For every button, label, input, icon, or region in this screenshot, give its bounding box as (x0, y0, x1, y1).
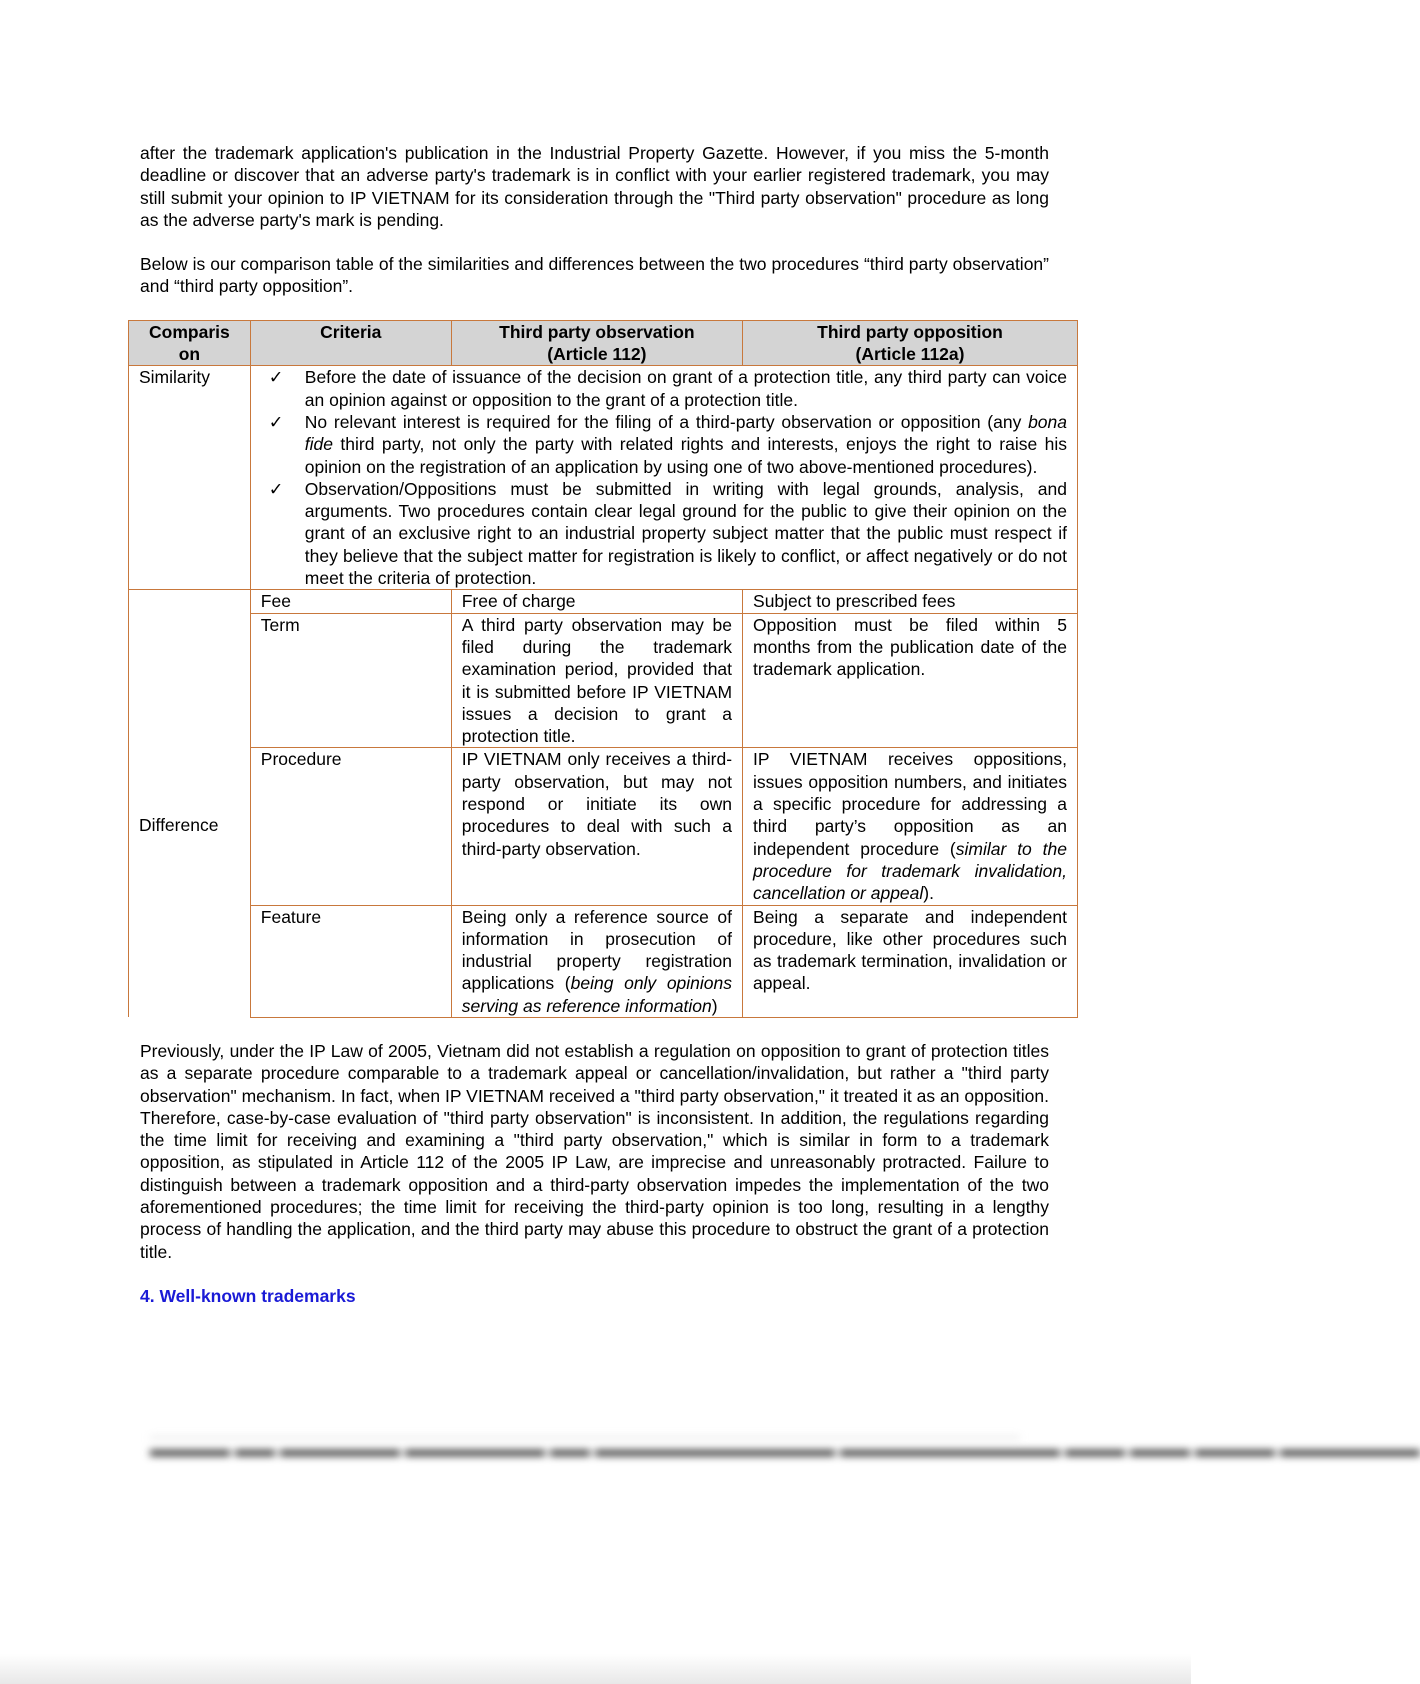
check-mark-icon: ✓ (268, 478, 284, 499)
term-observation: A third party observation may be filed during the trademark examination period, provided that it is submitted before IP VIETNAM issues a decision to grant a protection title. (451, 613, 742, 748)
blurred-preview-strip: ▬▬▬▬ ▬▬ ▬▬▬▬▬▬ ▬▬▬▬▬▬▬ ▬▬ ▬▬▬▬▬▬▬▬▬▬▬▬ ▬▬▬▬▬▬▬▬▬▬▬ ▬▬▬ ▬▬▬ ▬▬▬▬ ▬▬▬▬▬▬▬ (150, 1436, 1020, 1489)
check-mark-icon: ✓ (268, 411, 284, 432)
fee-opposition: Subject to prescribed fees (743, 590, 1078, 613)
header-comparison: Comparis on (129, 320, 251, 366)
procedure-opposition-end: ). (923, 883, 934, 904)
table-header-row (129, 320, 1078, 366)
similarity-item-italic: bona fide (304, 411, 1067, 455)
header-opposition-title: Third party opposition (817, 321, 1003, 342)
similarity-row (129, 366, 1078, 590)
feature-observation-text: Being only a reference source of information in prosecution of industrial property registration applications ( (461, 906, 733, 994)
feature-observation-italic: being only opinions serving as reference information (461, 973, 733, 1016)
criteria-feature: Feature (250, 905, 451, 1017)
procedure-opposition (743, 748, 1078, 905)
procedure-opposition-text: IP VIETNAM receives oppositions, issues opposition numbers, and initiates a specific procedure for addressing a third party’s opposition as an independent procedure ( (753, 749, 1067, 859)
similarity-item-text: Observation/Oppositions must be submitted in writing with legal grounds, analysis, and arguments. Two procedures contain clear legal ground for the public to give their opinion on the grant of an exclusive right to an industrial property subject matter that the public must respect if they believe that the subject matter for registration is likely to conflict, or affect negatively or do not meet the criteria of protection. (304, 478, 1067, 589)
document-page (139, 142, 1067, 1307)
comparison-table (128, 320, 1078, 1018)
header-observation-article: (Article 112) (547, 344, 647, 365)
similarity-content (250, 366, 1077, 590)
header-opposition-article: (Article 112a) (855, 344, 965, 365)
header-observation (451, 320, 742, 366)
header-observation-title: Third party observation (499, 321, 695, 342)
procedure-opposition-italic: similar to the procedure for trademark invalidation, cancellation or appeal (753, 838, 1067, 904)
similarity-item-text: Before the date of issuance of the decision on grant of a protection title, any third party can voice an opinion against or opposition to the grant of a protection title. (304, 367, 1067, 410)
feature-observation (451, 905, 742, 1017)
intro-paragraph: after the trademark application's publication in the Industrial Property Gazette. However, if you miss the 5-month deadline or discover that an adverse party's trademark is in conflict with your earlier registered trademark, you may still submit your opinion to IP VIETNAM for its consideration through the "Third party observation" procedure as long as the adverse party's mark is pending. (140, 143, 1049, 230)
fee-observation: Free of charge (451, 590, 742, 613)
table-intro-paragraph: Below is our comparison table of the similarities and differences between the two procedures “third party observation” and “third party opposition”. (140, 254, 1049, 297)
similarity-list (261, 366, 1067, 589)
feature-observation-end: ) (711, 995, 718, 1016)
similarity-label: Similarity (129, 366, 251, 590)
list-item (261, 366, 1067, 411)
list-item (261, 478, 1067, 589)
header-criteria: Criteria (250, 320, 451, 366)
header-opposition (743, 320, 1078, 366)
term-opposition: Opposition must be filed within 5 months from the publication date of the trademark application. (743, 613, 1078, 748)
similarity-item-text: third party, not only the party with related rights and interests, enjoys the right to raise his opinion on the registration of an application by using one of two above-mentioned procedures). (304, 434, 1067, 477)
after-table-paragraph: Previously, under the IP Law of 2005, Vietnam did not establish a regulation on opposition to grant of protection titles as a separate procedure comparable to a trademark appeal or cancellation/invalidation, but rather a "third party observation" mechanism. In fact, when IP VIETNAM received a "third party observation," it treated it as an opposition. Therefore, case-by-case evaluation of "third party observation" is inconsistent. In addition, the regulations regarding the time limit for receiving and examining a "third party observation," which is similar in form to a trademark opposition, as stipulated in Article 112 of the 2005 IP Law, are imprecise and unreasonably protracted. Failure to distinguish between a trademark opposition and a third-party observation impedes the implementation of the two aforementioned procedures; the time limit for receiving the third-party opinion is too long, resulting in a lengthy process of handling the application, and the third party may abuse this procedure to obstruct the grant of a protection title. (140, 1040, 1049, 1262)
feature-opposition: Being a separate and independent procedure, like other procedures such as trademark termination, invalidation or appeal. (743, 905, 1078, 1017)
difference-procedure-row (129, 748, 1078, 905)
list-item (261, 411, 1067, 478)
difference-term-row (129, 613, 1078, 748)
section-heading: 4. Well-known trademarks (140, 1285, 356, 1306)
criteria-procedure: Procedure (250, 748, 451, 905)
criteria-term: Term (250, 613, 451, 748)
difference-feature-row (129, 905, 1078, 1017)
similarity-item-text: No relevant interest is required for the filing of a third-party observation or opposition (any (304, 411, 1029, 432)
difference-label: Difference (129, 590, 251, 1018)
check-mark-icon: ✓ (268, 367, 284, 388)
procedure-observation: IP VIETNAM only receives a third-party observation, but may not respond or initiate its own procedures to deal with such a third-party observation. (451, 748, 742, 905)
page-bottom-edge (0, 1654, 1191, 1684)
criteria-fee: Fee (250, 590, 451, 613)
difference-fee-row (129, 590, 1078, 613)
